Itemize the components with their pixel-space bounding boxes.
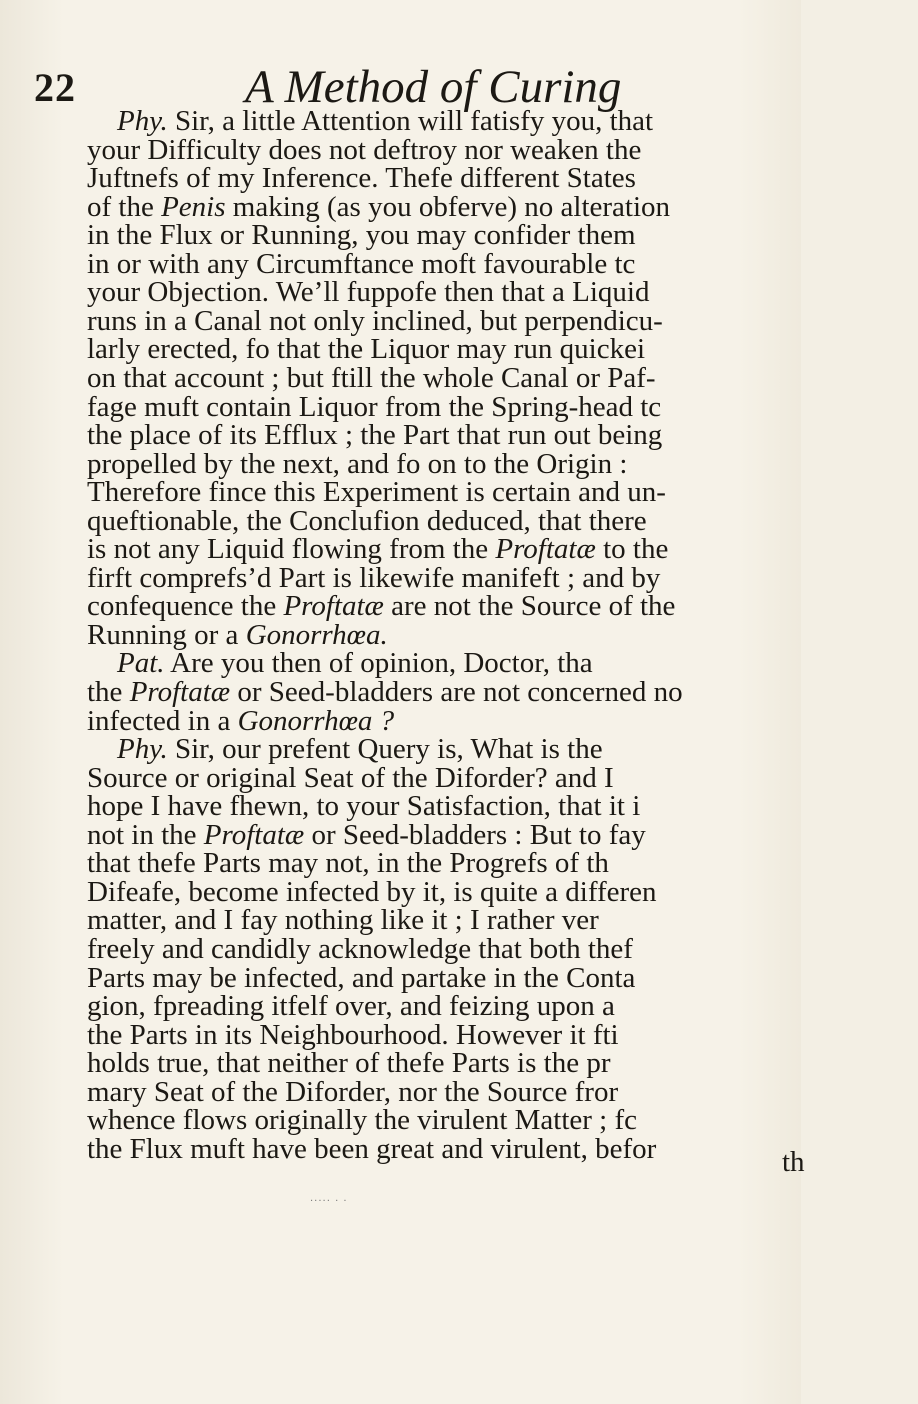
paper-specks: ····· · · [310, 1196, 348, 1207]
text-segment: larly erected, fo that the Liquor may run quickei [87, 333, 646, 366]
italic-segment: Phy. [117, 733, 168, 766]
body-text [0, 103, 801, 1363]
italic-segment: Gonorrhœa ? [237, 704, 395, 737]
text-segment: in the Flux or Running, you may confider them [87, 219, 636, 252]
text-segment: Difeafe, become infected by it, is quite a differen [87, 875, 657, 908]
text-segment: your Difficulty does not deftroy nor weaken the [87, 133, 642, 166]
italic-segment: Proftatæ [495, 533, 596, 566]
text-segment: making (as you obferve) no alteration [225, 190, 671, 223]
text-segment: Are you then of opinion, Doctor, tha [164, 647, 593, 680]
catchword: th [782, 1146, 805, 1178]
italic-segment: Gonorrhœa. [245, 618, 388, 651]
running-title: A Method of Curing [245, 61, 622, 113]
text-segment: firft comprefs’d Part is likewife manifeft ; and by [87, 561, 661, 594]
text-segment: gion, fpreading itfelf over, and feizing upon a [87, 990, 615, 1023]
text-segment: or Seed-bladders are not concerned no [230, 676, 683, 708]
text-segment: matter, and I fay nothing like it ; I rather ver [87, 904, 599, 937]
text-segment: in or with any Circumftance moft favourable tc [87, 247, 636, 280]
text-segment: Parts may be infected, and partake in the Conta [87, 961, 636, 994]
italic-segment: Pat. [117, 647, 165, 680]
text-segment: the place of its Efflux ; the Part that run out being [87, 419, 663, 452]
text-segment: Running or a [87, 618, 246, 651]
text-segment: not in the [87, 818, 204, 851]
text-segment: the Parts in its Neighbourhood. However it fti [87, 1018, 619, 1051]
italic-segment: Proftatæ [283, 590, 384, 623]
text-segment: fage muft contain Liquor from the Spring-head tc [87, 390, 662, 423]
text-segment: hope I have fhewn, to your Satisfaction, that it i [87, 790, 641, 823]
text-segment: Sir, our prefent Query is, What is the [167, 733, 603, 766]
text-segment: mary Seat of the Diforder, nor the Source fror [87, 1075, 619, 1108]
text-segment: infected in a [87, 704, 238, 737]
text-segment: the Flux muft have been great and virulent, befor [87, 1132, 657, 1165]
italic-segment: Proftatæ [129, 676, 231, 708]
text-segment: runs in a Canal not only inclined, but perpendicu- [87, 304, 663, 337]
page-number: 22 [34, 65, 76, 110]
text-segment: Source or original Seat of the Diforder? and I [87, 761, 614, 794]
text-segment: holds true, that neither of thefe Parts is the pr [87, 1047, 611, 1080]
text-segment: confequence the [87, 590, 284, 623]
text-segment: are not the Source of the [383, 590, 676, 623]
text-segment: whence flows originally the virulent Matter ; fc [87, 1104, 638, 1137]
text-segment: queftionable, the Conclufion deduced, that there [87, 504, 647, 537]
text-segment: propelled by the next, and fo on to the Origin : [87, 447, 628, 480]
text-segment: Juftnefs of my Inference. Thefe different States [87, 162, 636, 195]
text-segment: Sir, a little Attention will fatisfy you, that [167, 105, 654, 137]
text-segment: of the [87, 190, 162, 223]
text-segment: that thefe Parts may not, in the Progrefs of th [87, 847, 609, 880]
text-segment: to the [595, 533, 669, 566]
italic-segment: Phy. [117, 105, 168, 137]
text-segment: freely and candidly acknowledge that both thef [87, 932, 633, 965]
italic-segment: Proftatæ [203, 818, 305, 851]
italic-segment: Penis [161, 190, 226, 223]
text-segment: or Seed-bladders : But to fay [304, 818, 646, 851]
text-segment: Therefore fince this Experiment is certain and un- [87, 476, 666, 509]
text-segment: your Objection. We’ll fuppofe then that a Liquid [87, 276, 650, 309]
text-segment: is not any Liquid flowing from the [87, 533, 496, 566]
text-segment: the [87, 676, 130, 708]
text-line [0, 1131, 888, 1167]
text-segment: on that account ; but ftill the whole Canal or Paf- [87, 361, 656, 394]
